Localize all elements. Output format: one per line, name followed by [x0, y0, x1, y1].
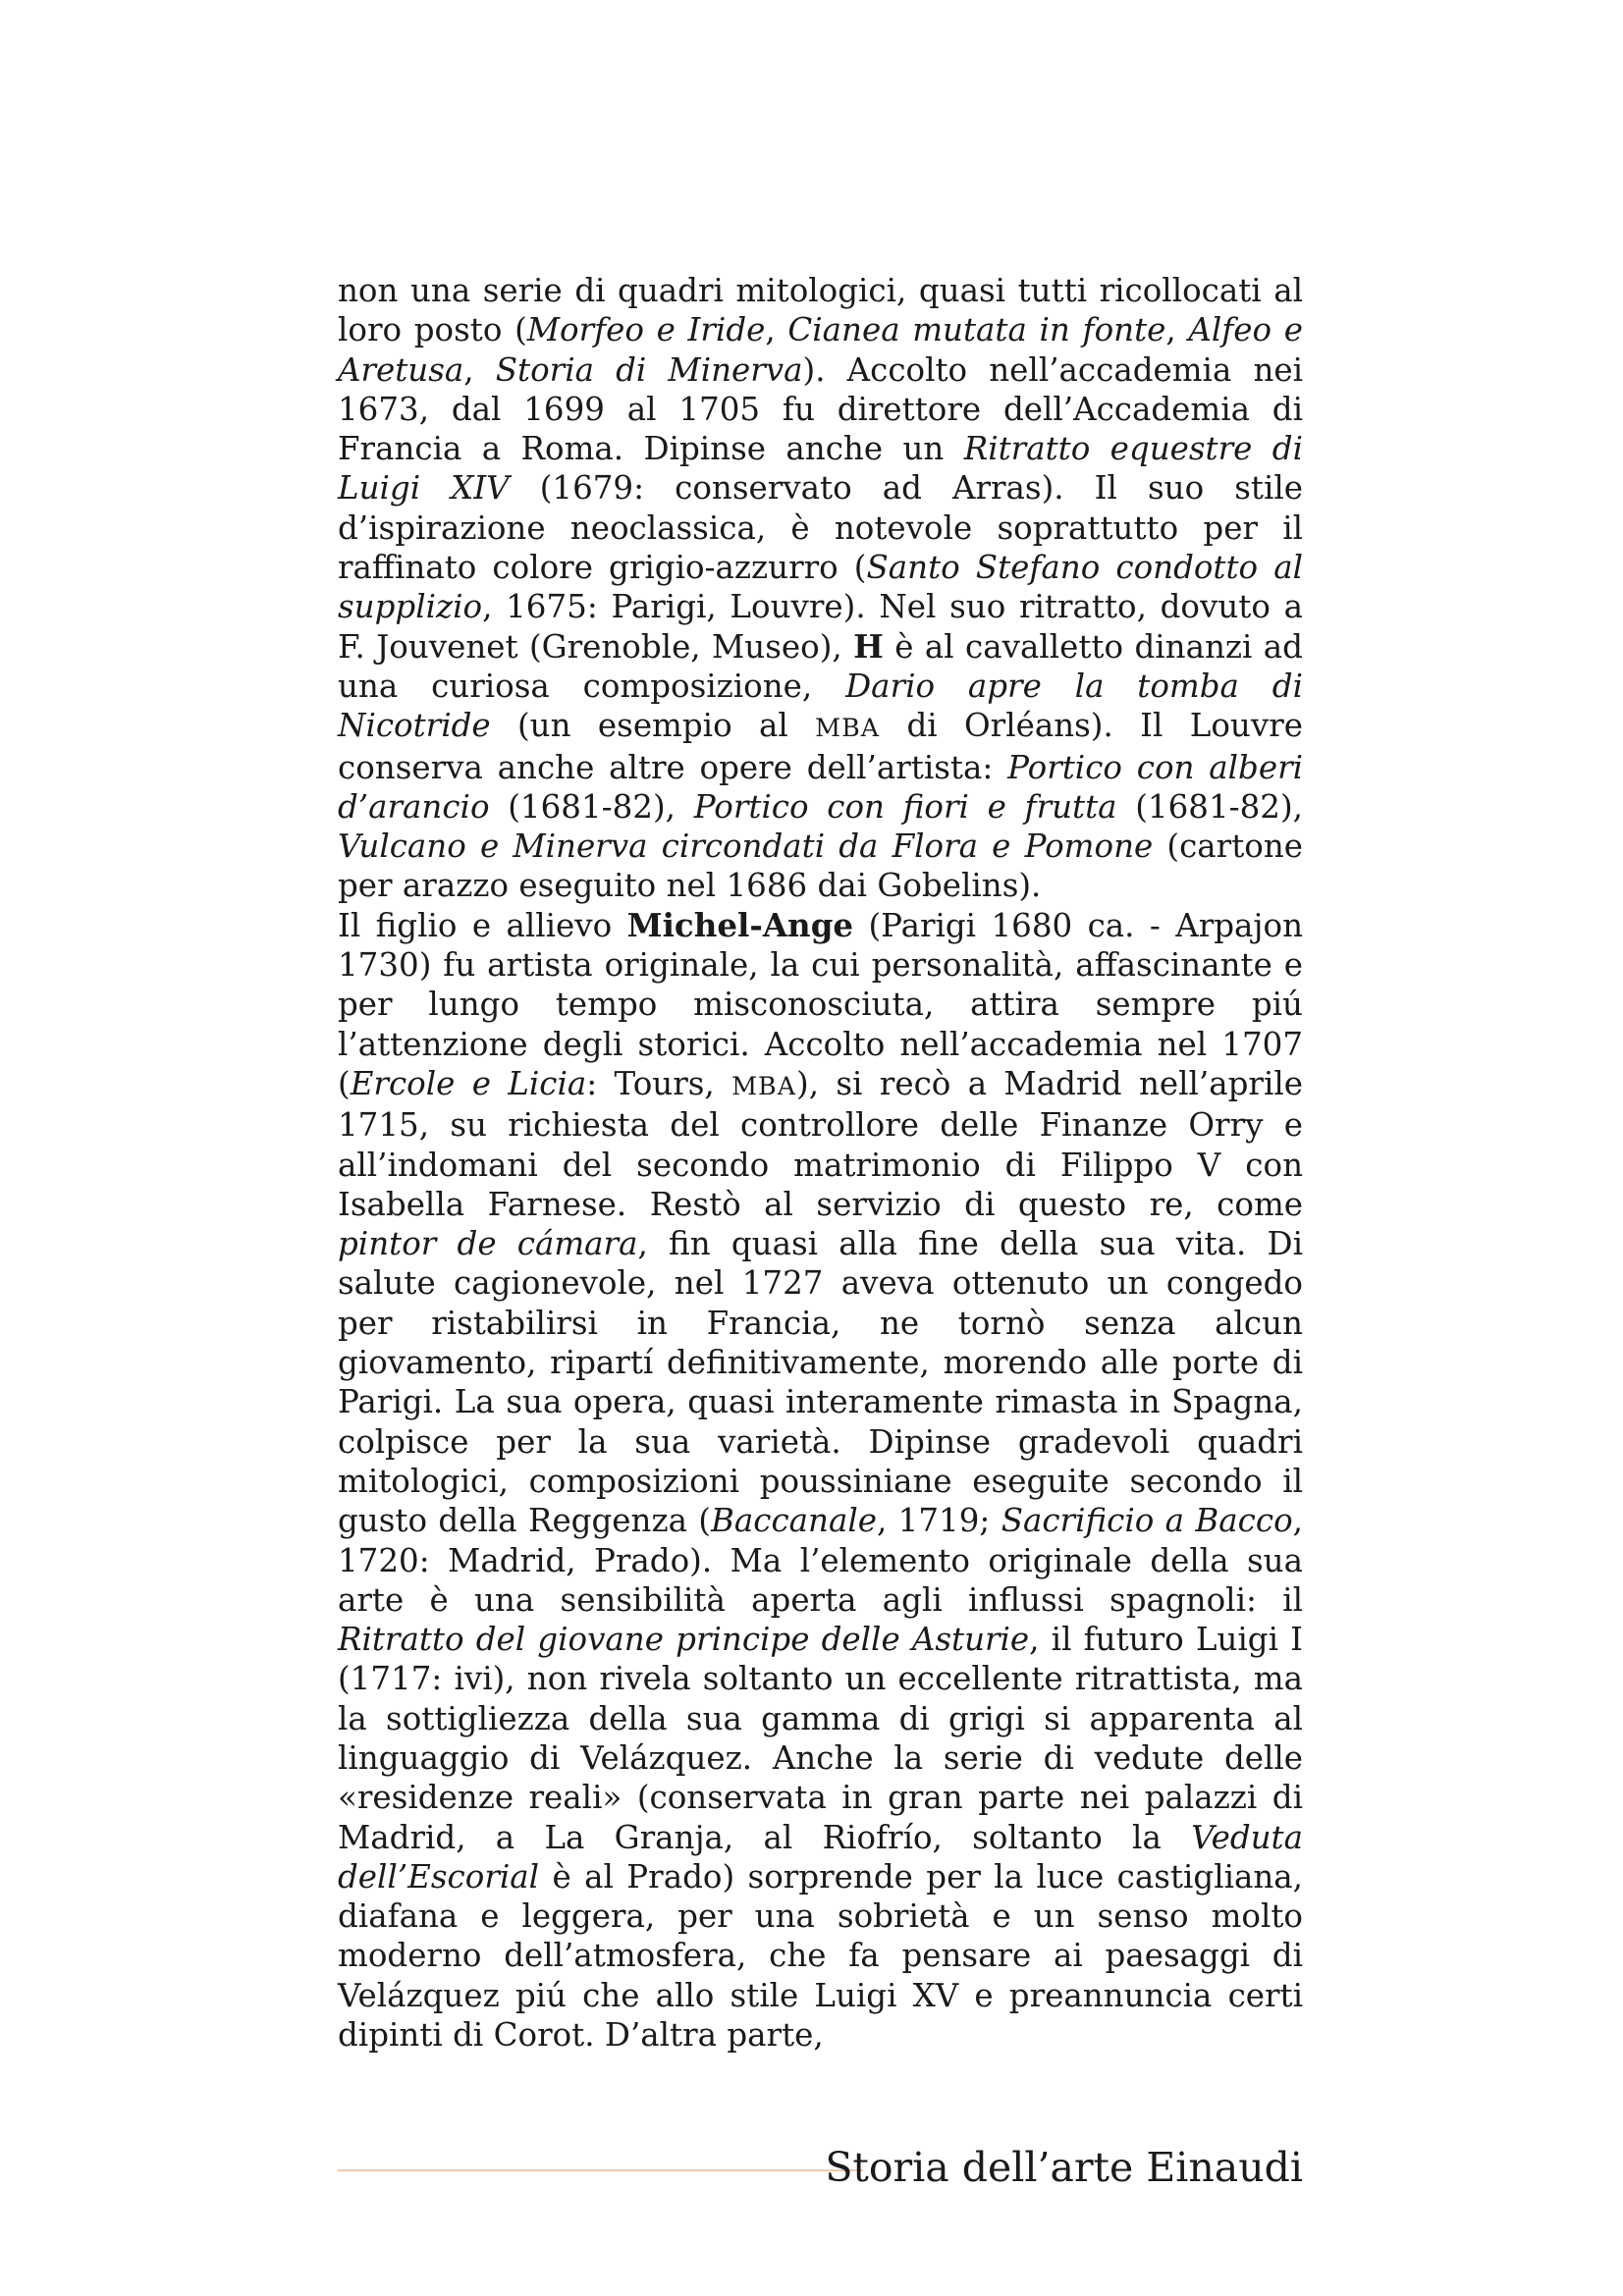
artwork-title: Ritratto del giovane principe delle Asturie: [338, 1621, 1030, 1659]
body-text: [338, 271, 1303, 2055]
artwork-title: Ritratto equestre di Luigi XIV: [338, 430, 1303, 507]
artwork-title: Alfeo e Aretusa: [338, 311, 1303, 389]
museum-abbreviation: MBA: [731, 1070, 797, 1100]
artwork-title: Portico con alberi d’arancio: [338, 748, 1303, 826]
text-run: , il futuro Luigi I (1717: ivi), non rivela soltanto un eccellente ritrattista, ma la sottigliezza della sua gamma di grigi si apparenta al linguaggio di Velázquez. Anche la serie di vedute delle «residenze reali» (conservata in gran parte nei palazzi di Madrid, a La Granja, al Riofrío, soltanto la: [338, 1621, 1303, 1856]
text-run: non una serie di quadri mitologici, quasi tutti ricollocati al loro posto (: [338, 272, 1303, 349]
text-run: (cartone per arazzo eseguito nel 1686 dai Gobelins).: [338, 828, 1303, 905]
text-run: , 1675: Parigi, Louvre). Nel suo ritratto, dovuto a F. Jouvenet (Grenoble, Museo),: [338, 588, 1303, 666]
text-run: è al Prado) sorprende per la luce castigliana, diafana e leggera, per una sobrietà e un senso molto moderno dell’atmosfera, che fa pensare ai paesaggi di Velázquez piú che allo stile Luigi XV e preannuncia certi dipinti di Corot. D’altra parte,: [338, 1857, 1303, 2055]
text-run: ,: [765, 311, 788, 349]
text-run: , fin quasi alla fine della sua vita. Di salute cagionevole, nel 1727 aveva ottenuto un congedo per ristabilirsi in Francia, ne tornò senza alcun giovamento, ripartí definitivamente, morendo alle porte di Parigi. La sua opera, quasi interamente rimasta in Spagna, colpisce per la sua varietà. Dipinse gradevoli quadri mitologici, composizioni poussiniane eseguite secondo il gusto della Reggenza (: [338, 1225, 1303, 1540]
text-run: (1681-82),: [1116, 787, 1303, 826]
text-run: ,: [1165, 311, 1189, 349]
footer-divider: [338, 2169, 863, 2171]
artwork-title: Storia di Minerva: [495, 350, 803, 389]
artwork-title: Cianea mutata in fonte: [787, 311, 1166, 349]
artist-initial: H: [853, 626, 884, 666]
footer-publication-title: Storia dell’arte Einaudi: [825, 2144, 1303, 2191]
artwork-title: Baccanale: [711, 1502, 877, 1540]
text-run: : Tours,: [586, 1064, 732, 1102]
artwork-title: Sacrificio a Bacco: [1001, 1502, 1293, 1540]
text-run: ). Accolto nell’accademia nei 1673, dal 1699 al 1705 fu direttore dell’Accademia di Francia a Roma. Dipinse anche un: [338, 350, 1304, 468]
artwork-title: Portico con fiori e frutta: [693, 787, 1117, 826]
text-run: (1681-82),: [489, 787, 694, 826]
artwork-title: Vulcano e Minerva circondati da Flora e Pomone: [338, 828, 1154, 866]
text-run: Il figlio e allievo: [338, 906, 627, 944]
text-run: , 1719;: [876, 1502, 1001, 1540]
text-run: , 1720: Madrid, Prado). Ma l’elemento originale della sua arte è una sensibilità aperta agli influssi spagnoli: il: [338, 1502, 1303, 1619]
artwork-title: pintor de cámara: [338, 1225, 638, 1263]
artwork-title: Dario apre la tomba di Nicotride: [338, 667, 1303, 745]
text-run: (1679: conservato ad Arras). Il suo stile d’ispirazione neoclassica, è notevole soprattutto per il raffinato colore grigio-azzurro (: [338, 469, 1304, 587]
artwork-title: Santo Stefano condotto al supplizio: [338, 549, 1303, 626]
artist-name: Michel-Ange: [626, 905, 854, 944]
artwork-title: Ercole e Licia: [350, 1064, 587, 1102]
text-run: (Parigi 1680 ca. - Arpajon 1730) fu artista originale, la cui personalità, affascinante e per lungo tempo misconosciuta, attira sempre piú l’attenzione degli storici. Accolto nell’accademia nel 1707 (: [338, 906, 1303, 1102]
paragraph-hallé-father: [338, 271, 1303, 906]
text-run: (un esempio al: [490, 707, 816, 745]
paragraph-michel-ange: [338, 906, 1303, 2056]
artwork-title: Veduta dell’Escorial: [338, 1818, 1303, 1896]
text-run: ,: [463, 350, 496, 389]
text-run: è al cavalletto dinanzi ad una curiosa composizione,: [338, 627, 1303, 705]
text-run: ), si recò a Madrid nell’aprile 1715, su richiesta del controllore delle Finanze Orry e all’indomani del secondo matrimonio di Filippo V con Isabella Farnese. Restò al servizio di questo re, come: [338, 1064, 1303, 1223]
artwork-title: Morfeo e Iride: [526, 311, 766, 349]
museum-abbreviation: MBA: [815, 713, 881, 743]
text-run: di Orléans). Il Louvre conserva anche altre opere dell’artista:: [338, 707, 1303, 786]
